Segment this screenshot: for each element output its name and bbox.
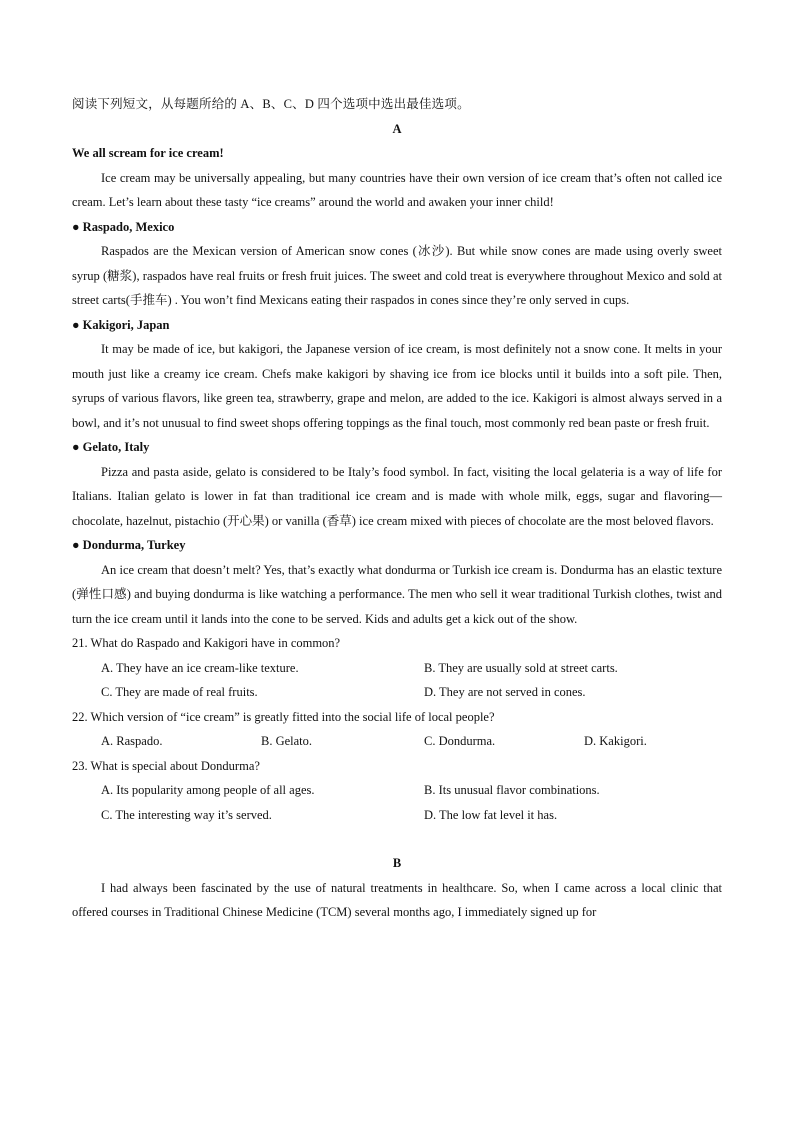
document-page [72,92,722,925]
item-text-raspado: Raspados are the Mexican version of American snow cones (冰沙). But while snow cones are made using overly sweet syrup (糖浆), raspados have real fruits or fresh fruit juices. The sweet and cold treat is everywhere throughout Mexico and sold at street carts(手推车) . You won’t find Mexicans eating their raspados in cones since they’re only served in cups. [72,244,722,307]
instruction-text: 阅读下列短文，从每题所给的 A、B、C、D 四个选项中选出最佳选项。 [72,97,470,111]
question-21: 21. What do Raspado and Kakigori have in common? [72,636,341,650]
option-23-b: B. Its unusual flavor combinations. [424,783,600,797]
option-22-c: C. Dondurma. [424,734,496,748]
option-21-c: C. They are made of real fruits. [101,685,258,699]
intro-paragraph: Ice cream may be universally appealing, but many countries have their own version of ice cream that’s often not called ice cream. Let’s learn about these tasty “ice creams” around the world and awaken your inner child! [72,170,722,209]
option-21-d: D. They are not served in cones. [424,685,586,699]
option-23-d: D. The low fat level it has. [424,807,558,822]
option-23-c: C. The interesting way it’s served. [101,807,272,822]
option-23-a: A. Its popularity among people of all ages. [101,783,315,797]
item-heading-dondurma: ● Dondurma, Turkey [72,538,186,552]
question-23-options [72,778,722,827]
option-22-d: D. Kakigori. [584,734,647,748]
option-21-a: A. They have an ice cream-like texture. [101,660,299,675]
section-a-label: A [392,121,402,136]
option-22-a: A. Raspado. [101,734,163,748]
section-b-label: B [392,856,402,870]
item-heading-kakigori: ● Kakigori, Japan [72,317,170,332]
section-b-paragraph: I had always been fascinated by the use of natural treatments in healthcare. So, when I came across a local clinic that offered courses in Traditional Chinese Medicine (TCM) several months ago, I immediately signed up for [72,880,722,919]
item-heading-gelato: ● Gelato, Italy [72,440,150,454]
item-heading-raspado: ● Raspado, Mexico [72,219,175,234]
question-23: 23. What is special about Dondurma? [72,758,260,773]
item-text-kakigori: It may be made of ice, but kakigori, the Japanese version of ice cream, is most definitely not a snow cone. It melts in your mouth just like a creamy ice cream. Chefs make kakigori by shaving ice from ice blocks until it builds into a soft pile. Then, syrups of various flavors, like green tea, strawberry, grape and melon, are added to the ice. Kakigori is almost always served in a bowl, and it’s not unusual to find sweet shops offering toppings as the final touch, most commonly red bean paste or fresh fruit. [72,342,722,430]
option-22-b: B. Gelato. [261,734,313,748]
question-21-options [72,656,722,705]
question-22: 22. Which version of “ice cream” is greatly fitted into the social life of local people? [72,709,495,724]
item-text-gelato: Pizza and pasta aside, gelato is considered to be Italy’s food symbol. In fact, visiting the local gelateria is a way of life for Italians. Italian gelato is lower in fat than traditional ice cream and is made with whole milk, eggs, sugar and flavoring—chocolate, hazelnut, pistachio (开心果) or vanilla (香草) ice cream mixed with pieces of chocolate are the most beloved flavors. [72,464,722,528]
item-text-dondurma: An ice cream that doesn’t melt? Yes, that’s exactly what dondurma or Turkish ice cream is. Dondurma has an elastic texture (弹性口感) and buying dondurma is like watching a performance. The men who sell it wear traditional Turkish clothes, twist and turn the ice cream until it lands into the cone to be served. Kids and adults get a kick out of the show. [72,562,722,626]
question-22-options [72,729,722,754]
section-spacer [72,827,722,851]
passage-title: We all scream for ice cream! [72,146,224,160]
option-21-b: B. They are usually sold at street carts. [424,660,618,675]
